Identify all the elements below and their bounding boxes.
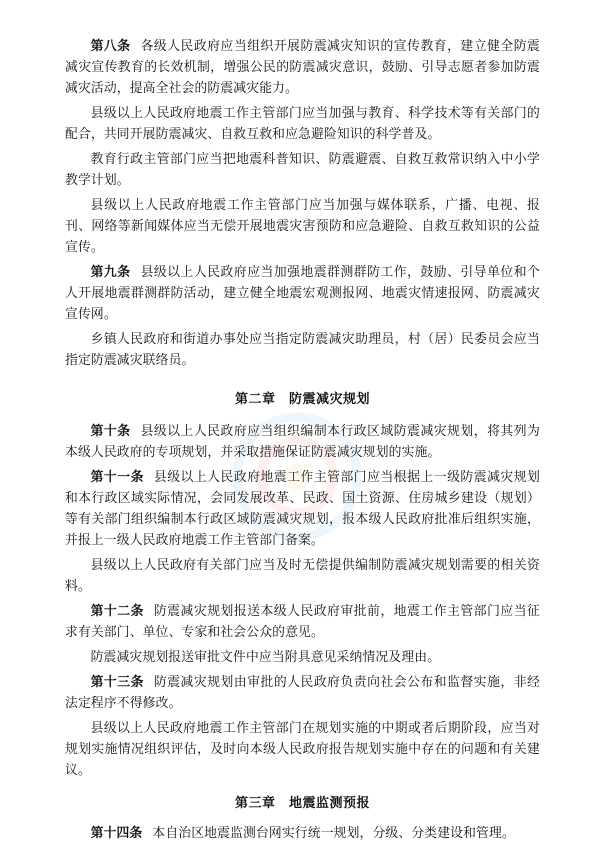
paragraph-text: 县级以上人民政府应当组织编制本行政区域防震减灾规划，将其列为本级人民政府的专项规划，并采取措施保证防震减灾规划的实施。 <box>65 424 541 460</box>
paragraph <box>65 555 540 597</box>
article-number: 第十条 <box>90 424 131 439</box>
article-number: 第九条 <box>90 265 131 280</box>
paragraph-text: 教育行政主管部门应当把地震科普知识、防震避震、自救互救常识纳入中小学教学计划。 <box>65 152 540 188</box>
paragraph <box>65 149 540 191</box>
paragraph <box>65 36 540 99</box>
chapter-title: 第二章 防震减灾规划 <box>234 392 370 407</box>
paragraph-text: 防震减灾规划由审批的人民政府负责向社会公布和监督实施，非经法定程序不得修改。 <box>65 675 540 711</box>
article-number: 第十三条 <box>90 675 144 690</box>
article-number: 第十一条 <box>90 470 144 485</box>
paragraph <box>65 601 540 643</box>
paragraph-text: 防震减灾规划报送审批文件中应当附具意见采纳情况及理由。 <box>90 650 441 665</box>
article-number: 第八条 <box>90 39 131 54</box>
paragraph-text: 本自治区地震监测台网实行统一规划，分级、分类建设和管理。 <box>152 826 515 841</box>
paragraph-text: 县级以上人民政府有关部门应当及时无偿提供编制防震减灾规划需要的相关资料。 <box>65 558 540 594</box>
paragraph <box>65 329 540 371</box>
article-number: 第十四条 <box>90 826 143 841</box>
paragraph <box>65 647 540 668</box>
paragraph-text: 县级以上人民政府地震工作主管部门应当加强与媒体联系，广播、电视、报刊、网络等新闻媒体应当无偿开展地震灾害预防和应急避险、自救互救知识的公益宣传。 <box>65 198 540 255</box>
paragraph <box>65 262 540 325</box>
paragraph-text: 县级以上人民政府地震工作主管部门应当根据上一级防震减灾规划和本行政区域实际情况，会同发展改革、民政、国土资源、住房城乡建设（规划）等有关部门组织编制本行政区域防震减灾规划，报本级人民政府批准后组织实施，并报上一级人民政府地震工作主管部门备案。 <box>65 470 540 548</box>
article-number: 第十二条 <box>90 604 144 619</box>
paragraph <box>65 195 540 258</box>
paragraph-text: 县级以上人民政府应当加强地震群测群防工作，鼓励、引导单位和个人开展地震群测群防活动，建立健全地震宏观测报网、地震灾情速报网、防震减灾宣传网。 <box>65 265 541 322</box>
paragraph-text: 县级以上人民政府地震工作主管部门在规划实施的中期或者后期阶段，应当对规划实施情况组织评估，及时向本级人民政府报告规划实施中存在的问题和有关建议。 <box>65 721 540 778</box>
paragraph <box>65 103 540 145</box>
watermark-logo-icon <box>222 402 372 552</box>
paragraph-text: 县级以上人民政府地震工作主管部门应当加强与教育、科学技术等有关部门的配合，共同开展防震减灾、自救互救和应急避险知识的科学普及。 <box>65 106 540 142</box>
paragraph-text: 乡镇人民政府和街道办事处应当指定防震减灾助理员，村（居）民委员会应当指定防震减灾联络员。 <box>65 332 540 368</box>
paragraph <box>65 718 540 781</box>
paragraph <box>65 672 540 714</box>
paragraph-text: 各级人民政府应当组织开展防震减灾知识的宣传教育，建立健全防震减灾宣传教育的长效机制，增强公民的防震减灾意识，鼓励、引导志愿者参加防震减灾活动，提高全社会的防震减灾能力。 <box>65 39 541 96</box>
chapter-title: 第三章 地震监测预报 <box>234 796 370 811</box>
paragraph-text: 防震减灾规划报送本级人民政府审批前，地震工作主管部门应当征求有关部门、单位、专家和社会公众的意见。 <box>65 604 540 640</box>
